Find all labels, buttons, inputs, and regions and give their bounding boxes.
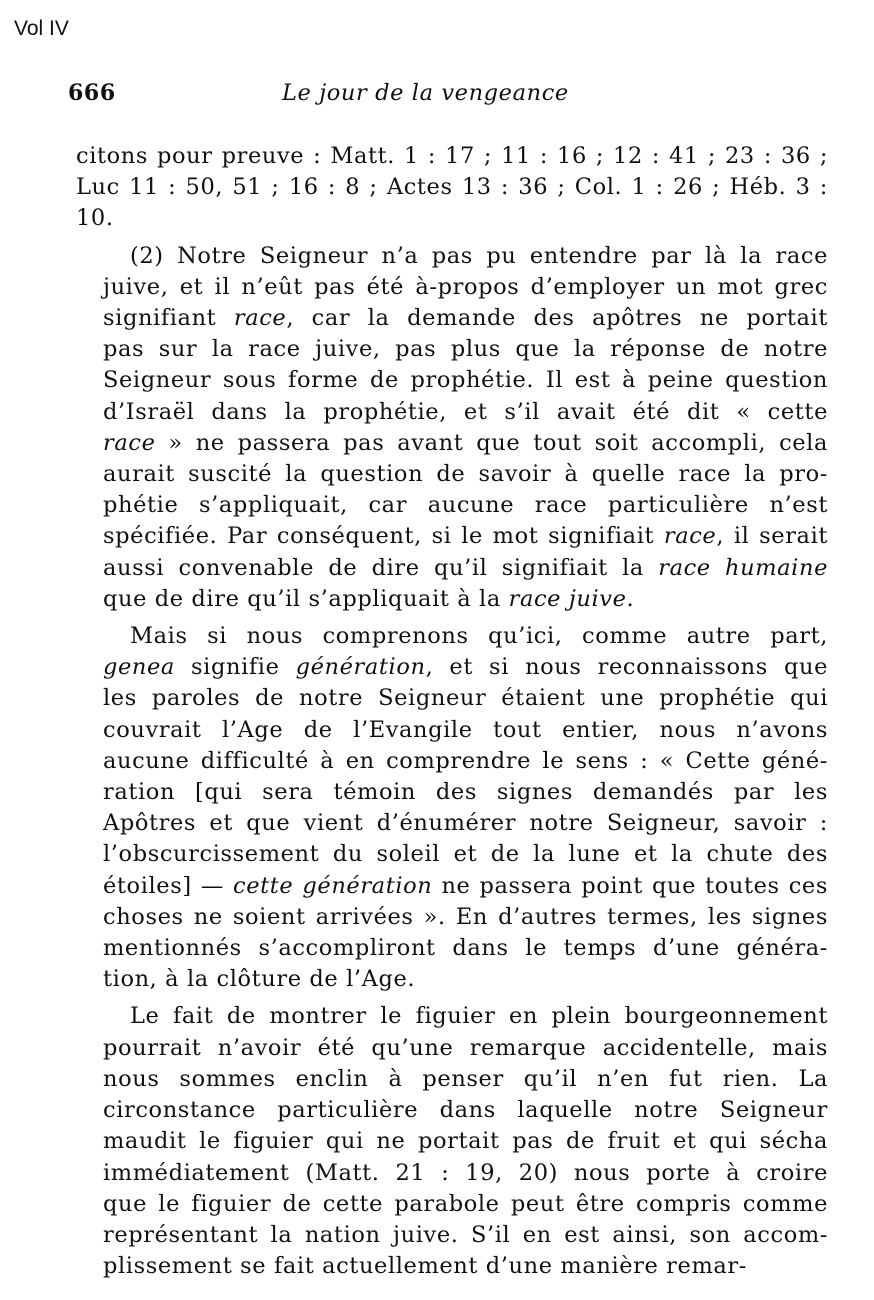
text-line: mentionnés s’accompliront dans le temps d’une généra- xyxy=(103,935,828,962)
text-line: signifiant race, car la demande des apôtres ne portait xyxy=(103,305,828,332)
text-line: aurait suscité la question de savoir à quelle race la pro- xyxy=(103,461,828,488)
book-page xyxy=(68,78,828,139)
text-line: les paroles de notre Seigneur étaient une prophétie qui xyxy=(103,685,828,712)
paragraph-p2 xyxy=(76,621,828,995)
text-line: Luc 11 : 50, 51 ; 16 : 8 ; Actes 13 : 36 ; Col. 1 : 26 ; Héb. 3 : xyxy=(76,174,828,201)
text-line: citons pour preuve : Matt. 1 : 17 ; 11 : 16 ; 12 : 41 ; 23 : 36 ; xyxy=(76,143,828,169)
text-line: aussi convenable de dire qu’il signifiait la race humaine xyxy=(103,554,828,581)
text-line: nous sommes enclin à penser qu’il n’en fut rien. La xyxy=(103,1065,828,1092)
text-line: d’Israël dans la prophétie, et s’il avait été dit « cette xyxy=(103,398,828,425)
text-line: couvrait l’Age de l’Evangile tout entier, nous n’avons xyxy=(103,716,828,743)
running-head: Le jour de la vengeance xyxy=(282,80,569,106)
text-line: pourrait n’avoir été qu’une remarque accidentelle, mais xyxy=(103,1034,828,1061)
paragraph-p0 xyxy=(76,141,828,235)
text-line: maudit le figuier qui ne portait pas de fruit et qui sécha xyxy=(103,1128,828,1155)
text-line: circonstance particulière dans laquelle notre Seigneur xyxy=(103,1097,828,1124)
text-line: tion, à la clôture de l’Age. xyxy=(103,966,416,993)
text-line: race » ne passera pas avant que tout soit accompli, cela xyxy=(103,429,828,456)
text-line: ration [qui sera témoin des signes demandés par les xyxy=(103,779,828,806)
text-line: 10. xyxy=(76,205,114,232)
text-line: juive, et il n’eût pas été à-propos d’employer un mot grec xyxy=(103,273,828,300)
text-line: Le fait de montrer le figuier en plein bourgeonnement xyxy=(130,1003,828,1030)
page-header xyxy=(68,78,828,108)
volume-label: Vol IV xyxy=(14,17,69,40)
text-line: phétie s’appliquait, car aucune race particulière n’est xyxy=(103,492,828,519)
paragraph-p1 xyxy=(76,241,828,615)
text-line: aucune difficulté à en comprendre le sens : « Cette géné- xyxy=(103,747,828,774)
text-line: pas sur la race juive, pas plus que la réponse de notre xyxy=(103,336,828,363)
text-line: plissement se fait actuellement d’une manière remar- xyxy=(103,1253,747,1280)
text-line: que de dire qu’il s’appliquait à la race juive. xyxy=(103,585,635,612)
text-line: l’obscurcissement du soleil et de la lune et la chute des xyxy=(103,841,828,868)
text-line: choses ne soient arrivées ». En d’autres termes, les signes xyxy=(103,903,828,930)
text-line: Apôtres et que vient d’énumérer notre Seigneur, savoir : xyxy=(103,810,828,837)
paragraph-p3 xyxy=(76,1001,828,1282)
text-line: immédiatement (Matt. 21 : 19, 20) nous porte à croire xyxy=(103,1159,828,1186)
text-line: Seigneur sous forme de prophétie. Il est à peine question xyxy=(103,367,828,394)
text-line: que le figuier de cette parabole peut être compris comme xyxy=(103,1190,828,1217)
text-line: genea signifie génération, et si nous reconnaissons que xyxy=(103,654,828,681)
body-text xyxy=(76,141,828,1288)
text-line: (2) Notre Seigneur n’a pas pu entendre par là la race xyxy=(130,242,828,269)
text-line: Mais si nous comprenons qu’ici, comme autre part, xyxy=(130,623,828,650)
text-line: spécifiée. Par conséquent, si le mot signifiait race, il serait xyxy=(103,523,829,550)
text-line: étoiles] — cette génération ne passera point que toutes ces xyxy=(103,872,828,899)
page-number: 666 xyxy=(68,80,116,106)
text-line: représentant la nation juive. S’il en est ainsi, son accom- xyxy=(103,1221,828,1248)
